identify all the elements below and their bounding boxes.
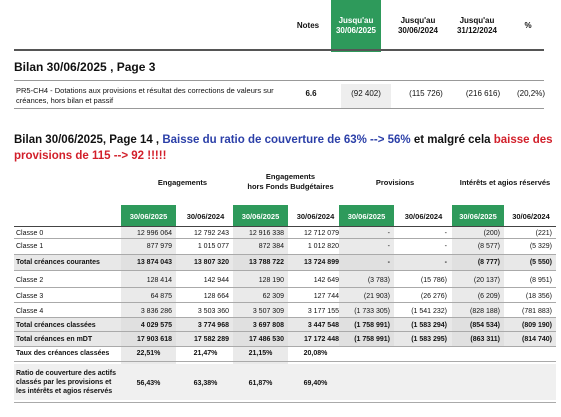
cell-value: 12 792 243 [193, 230, 229, 237]
cell-value: (1 733 305) [354, 308, 390, 315]
cell-value: 12 712 079 [303, 230, 339, 237]
row-line [14, 402, 556, 403]
cell-value: 13 788 722 [248, 259, 284, 266]
cell-value: 128 414 [146, 277, 172, 284]
cell-value: (21 903) [363, 293, 390, 300]
cell-value: - [444, 230, 447, 237]
date-header: 30/06/2025 [121, 205, 176, 227]
cell-value: (854 534) [470, 322, 500, 329]
date-header: 30/06/2024 [404, 211, 443, 221]
cell-value: 3 177 155 [307, 308, 339, 315]
cell-value: 56,43% [136, 380, 161, 387]
cell-value: 3 836 286 [140, 308, 172, 315]
row-label: Total créances en mDT [16, 336, 93, 343]
header-jusquau-2024: Jusqu'au 30/06/2024 [397, 16, 439, 35]
cell-value: (828 188) [470, 308, 500, 315]
cell-value: 3 503 360 [197, 308, 229, 315]
title-highlight-red: baisse des provisions de 115 --> 92 [14, 134, 553, 162]
row-label: Total créances classées [16, 322, 96, 329]
cell-value: 142 944 [203, 277, 229, 284]
cell-value: (20 137) [473, 277, 500, 284]
row-label: Classe 4 [16, 308, 44, 315]
cell-value: 877 979 [146, 243, 172, 250]
cell-value: 17 172 448 [303, 336, 339, 343]
cell-value: (1 758 991) [354, 336, 390, 343]
pr5-ch4-row [14, 84, 544, 108]
title-part: Bilan 30/06/2025, Page 14 , [14, 134, 163, 146]
cell-value: (6 209) [477, 293, 500, 300]
cell-value: 872 384 [258, 243, 284, 250]
cell-value: 13 724 899 [303, 259, 339, 266]
table-row [14, 335, 556, 345]
row-line [14, 361, 556, 362]
row-v2: (115 726) [409, 89, 443, 98]
row-line [14, 317, 556, 318]
title-exclaim: !!!!! [144, 150, 167, 162]
date-header: 30/06/2025 [452, 205, 504, 227]
page-title-3: Bilan 30/06/2025 , Page 3 [14, 60, 156, 74]
date-header: 30/06/2025 [339, 205, 394, 227]
row-line [14, 331, 556, 332]
row-label: Classe 2 [16, 277, 44, 284]
table-row [14, 307, 556, 317]
row-label: Ratio de couverture des actifs classés par les provisions et les intérêts et agios réservés [16, 370, 116, 395]
cell-value: (8 577) [477, 243, 500, 250]
cell-value: (1 583 294) [411, 322, 447, 329]
cell-value: 61,87% [248, 380, 273, 387]
group-engagements: Engagements [157, 178, 208, 187]
cell-value: 12 996 064 [136, 230, 172, 237]
table-row [14, 242, 556, 252]
row-line [14, 346, 556, 347]
title-highlight-blue: Baisse du ratio de couverture de 63% --> 56% [162, 134, 411, 146]
row-v1: (92 402) [351, 89, 381, 98]
divider [14, 108, 544, 109]
cell-value: 128 664 [203, 293, 229, 300]
row-line [14, 270, 556, 271]
table-row [14, 349, 556, 359]
cell-value: 21,47% [193, 350, 218, 357]
cell-value: (1 583 295) [411, 336, 447, 343]
cell-value: 3 507 309 [252, 308, 284, 315]
cell-value: 62 309 [262, 293, 284, 300]
table-row [14, 369, 556, 399]
row-line [14, 254, 556, 255]
table-row [14, 229, 556, 239]
cell-value: 1 015 077 [197, 243, 229, 250]
cell-value: (26 276) [420, 293, 447, 300]
cell-value: (15 786) [420, 277, 447, 284]
cell-value: 3 774 968 [197, 322, 229, 329]
date-header: 30/06/2024 [512, 211, 550, 221]
cell-value: 21,15% [248, 350, 273, 357]
cell-value: 128 190 [258, 277, 284, 284]
cell-value: (5 550) [529, 259, 552, 266]
cell-value: 13 807 320 [193, 259, 229, 266]
table-row [14, 292, 556, 302]
row-pct: (20,2%) [516, 89, 545, 98]
cell-value: 127 744 [313, 293, 339, 300]
cell-value: 4 029 575 [140, 322, 172, 329]
cell-value: (809 190) [522, 322, 552, 329]
table-row [14, 276, 556, 286]
divider [14, 80, 544, 81]
cell-value: 142 649 [313, 277, 339, 284]
cell-value: - [444, 259, 447, 266]
cell-value: - [387, 230, 390, 237]
cell-value: (863 311) [470, 336, 500, 343]
row-line [14, 287, 556, 288]
cell-value: (1 758 991) [354, 322, 390, 329]
row-label: Total créances courantes [16, 259, 100, 266]
row-label: Classe 1 [16, 243, 44, 250]
cell-value: - [444, 243, 447, 250]
cell-value: 64 875 [150, 293, 172, 300]
date-header: 30/06/2024 [296, 211, 335, 221]
cell-value: (781 883) [522, 308, 552, 315]
group-provisions: Provisions [375, 178, 415, 187]
row-label: Classe 3 [16, 293, 44, 300]
date-header: 30/06/2024 [186, 211, 225, 221]
cell-value: 3 447 548 [307, 322, 339, 329]
header-jusquau-2025: Jusqu'au 30/06/2025 [331, 0, 381, 52]
cell-value: (814 740) [522, 336, 552, 343]
row-v3: (216 616) [465, 89, 501, 98]
group-interets: Intérêts et agios réservés [459, 178, 551, 187]
cell-value: 69,40% [303, 380, 328, 387]
cell-value: 20,08% [303, 350, 328, 357]
cell-value: (18 356) [525, 293, 552, 300]
cell-value: - [387, 243, 390, 250]
row-label: PR5-CH4 - Dotations aux provisions et résultat des corrections de valeurs sur créances, hors bilan et passif [16, 86, 274, 105]
cell-value: (8 951) [529, 277, 552, 284]
cell-value: 3 697 808 [252, 322, 284, 329]
cell-value: 17 903 618 [136, 336, 172, 343]
title-part: et malgré cela [410, 134, 494, 146]
cell-value: (200) [483, 230, 500, 237]
pct-header: % [524, 21, 532, 30]
cell-value: 12 916 338 [248, 230, 284, 237]
cell-value: (221) [535, 230, 552, 237]
cell-value: 17 486 530 [248, 336, 284, 343]
date-header: 30/06/2025 [233, 205, 288, 227]
top-table-header [0, 0, 561, 52]
cell-value: 22,51% [136, 350, 161, 357]
row-notes: 6.6 [305, 89, 317, 98]
cell-value: 17 582 289 [193, 336, 229, 343]
cell-value: 13 874 043 [136, 259, 172, 266]
page-title-14 [14, 132, 554, 164]
row-line [14, 302, 556, 303]
cell-value: (8 777) [477, 259, 500, 266]
notes-header: Notes [296, 21, 320, 30]
group-hors-fonds: Engagements hors Fonds Budgétaires [247, 172, 334, 191]
cell-value: 1 012 820 [307, 243, 339, 250]
table-row [14, 258, 556, 268]
cell-value: (1 541 232) [411, 308, 447, 315]
table-row [14, 321, 556, 331]
cell-value: 63,38% [193, 380, 218, 387]
header-jusquau-dec-2024: Jusqu'au 31/12/2024 [456, 16, 498, 35]
row-label: Classe 0 [16, 230, 44, 237]
row-label: Taux des créances classées [16, 350, 110, 357]
cell-value: - [387, 259, 390, 266]
cell-value: (5 329) [529, 243, 552, 250]
top-rule [14, 49, 544, 51]
cell-value: (3 783) [367, 277, 390, 284]
